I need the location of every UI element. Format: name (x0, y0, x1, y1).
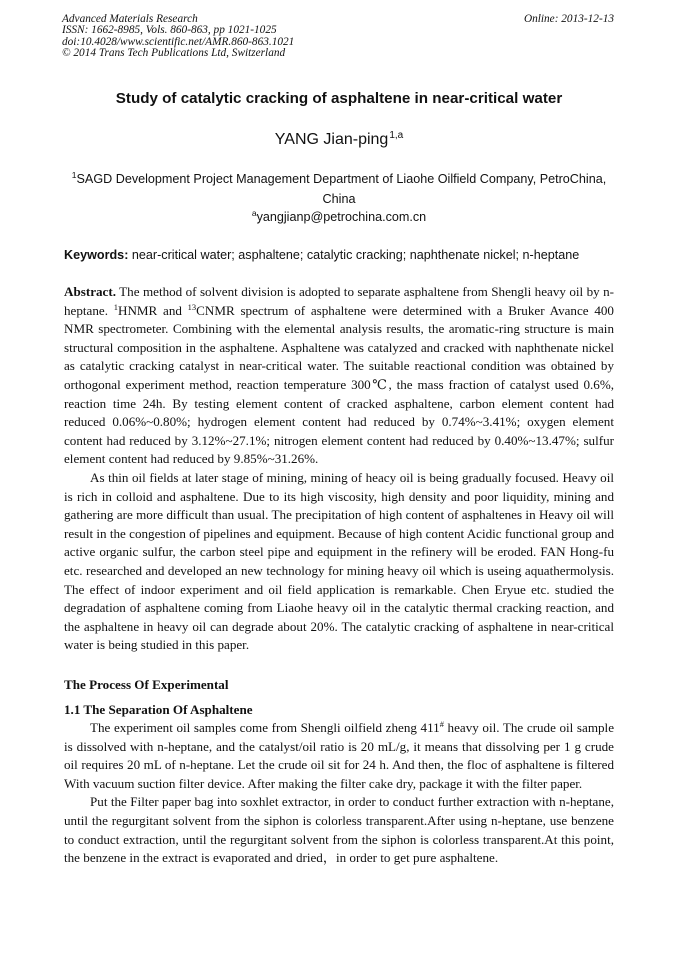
keywords-label: Keywords: (64, 248, 129, 262)
separation-text-1: The experiment oil samples come from Shengli oilfield zheng 411 (90, 720, 440, 735)
author-line (0, 130, 678, 149)
abstract-text-1: The method of solvent division is adopted to separate asphaltene from Shengli heavy oil by n-heptane. (64, 284, 614, 318)
abstract-sup-2: 13 (187, 301, 197, 312)
separation-paragraph-1 (64, 719, 614, 793)
copyright-line: © 2014 Trans Tech Publications Ltd, Switzerland (62, 47, 286, 60)
abstract-text-2: HNMR and (117, 302, 188, 318)
subsection-heading: 1.1 The Separation Of Asphaltene (64, 702, 253, 717)
doi-line: doi:10.4028/www.scientific.net/AMR.860-863.1021 (62, 35, 295, 48)
author-superscript: 1,a (389, 130, 404, 141)
abstract-block (64, 283, 614, 655)
paper-title: Study of catalytic cracking of asphaltene in near-critical water (115, 90, 563, 107)
running-header (62, 14, 294, 60)
journal-name: Advanced Materials Research (62, 13, 198, 25)
author-name: YANG Jian-ping (274, 131, 389, 148)
sample-superscript: # (439, 719, 444, 729)
section-heading: The Process Of Experimental (64, 677, 229, 692)
keywords (64, 248, 614, 262)
email-line (0, 208, 678, 224)
separation-text-2: heavy oil. The crude oil sample is dissolved with n-heptane, and the catalyst/oil ratio is 20 mL/g, it means that dissolving per 1 g crude oil requires 20 mL of n-heptane. Let the crude oil sit for 24 h. And then, the floc of asphaltene is filtered With vacuum suction filter device. After making the filter cake dry, package it with the filter paper. (64, 720, 615, 791)
abstract-paragraph (64, 283, 614, 469)
section-body (64, 719, 614, 868)
separation-paragraph-2: Put the Filter paper bag into soxhlet extractor, in order to conduct further extraction with n-heptane, until the regurgitant solvent from the siphon is colorless transparent.After using n-heptane, use benzene to conduct extraction, until the regurgitant solvent from the siphon is colorless transparent.At this point, the benzene in the extract is evaporated and dried，in order to get pure asphaltene. (64, 794, 614, 866)
intro-paragraph: As thin oil fields at later stage of mining, mining of heacy oil is being gradually focused. Heavy oil is rich in colloid and asphaltene. Due to its high viscosity, high density and poor liquidity, mining and gathering are more difficult than usual. The precipitation of high content of asphaltenes in Heavy oil will result in the congestion of pipelines and equipment. Because of high content Acidic functional group and active organic sulfur, the carbon steel pipe and equipment in the refinery will be eroded. FAN Hong-fu etc. researched and developed an new technology for mining heavy oil which is useing aquathermolysis. The effect of indoor experiment and oil field application is remarkable. Chen Eryue etc. studied the degradation of asphaltene coming from Liaohe heavy oil in the catalytic thermal cracking reaction, and the asphaltene in heavy oil can degrade about 20%. The catalytic cracking of asphaltene in near-critical water is being studied in this paper. (64, 469, 614, 653)
email-superscript: a (251, 208, 257, 218)
keywords-text: near-critical water; asphaltene; catalytic cracking; naphthenate nickel; n-heptane (128, 248, 580, 262)
email-address[interactable]: yangjianp@petrochina.com.cn (256, 210, 427, 224)
abstract-sup-1: 1 (113, 301, 118, 312)
abstract-label: Abstract. (64, 284, 116, 299)
affiliation-superscript: 1 (71, 170, 77, 180)
abstract-text-3: CNMR spectrum of asphaltene were determined with a Bruker Avance 400 NMR spectrometer. Combining with the elemental analysis results, the aromatic-ring structure is main structural composition in the asphaltene. Asphaltene was catalyzed and cracked with naphthenate nickel as catalytic cracking catalyst in near-critical water. The suitable reactional condition was obtained by orthogonal experiment method, reaction temperature 300℃, the mass fraction of catalyst used 0.6%, reaction time 24h. By testing element content of cracked asphaltene, carbon element content had reduced 0.06%~0.80%; hydrogen element content had reduced by 0.74%~3.41%; oxygen element content had reduced by 3.12%~27.1%; nitrogen element content had reduced by 0.40%~13.47%; sulfur element content had reduced by 9.85%~31.26%. (64, 302, 614, 467)
affiliation (64, 165, 614, 209)
online-date: Online: 2013-12-13 (523, 13, 614, 25)
issn-line: ISSN: 1662-8985, Vols. 860-863, pp 1021-1025 (62, 24, 277, 37)
affiliation-text: SAGD Development Project Management Department of Liaohe Oilfield Company, PetroChina, China (76, 172, 607, 206)
